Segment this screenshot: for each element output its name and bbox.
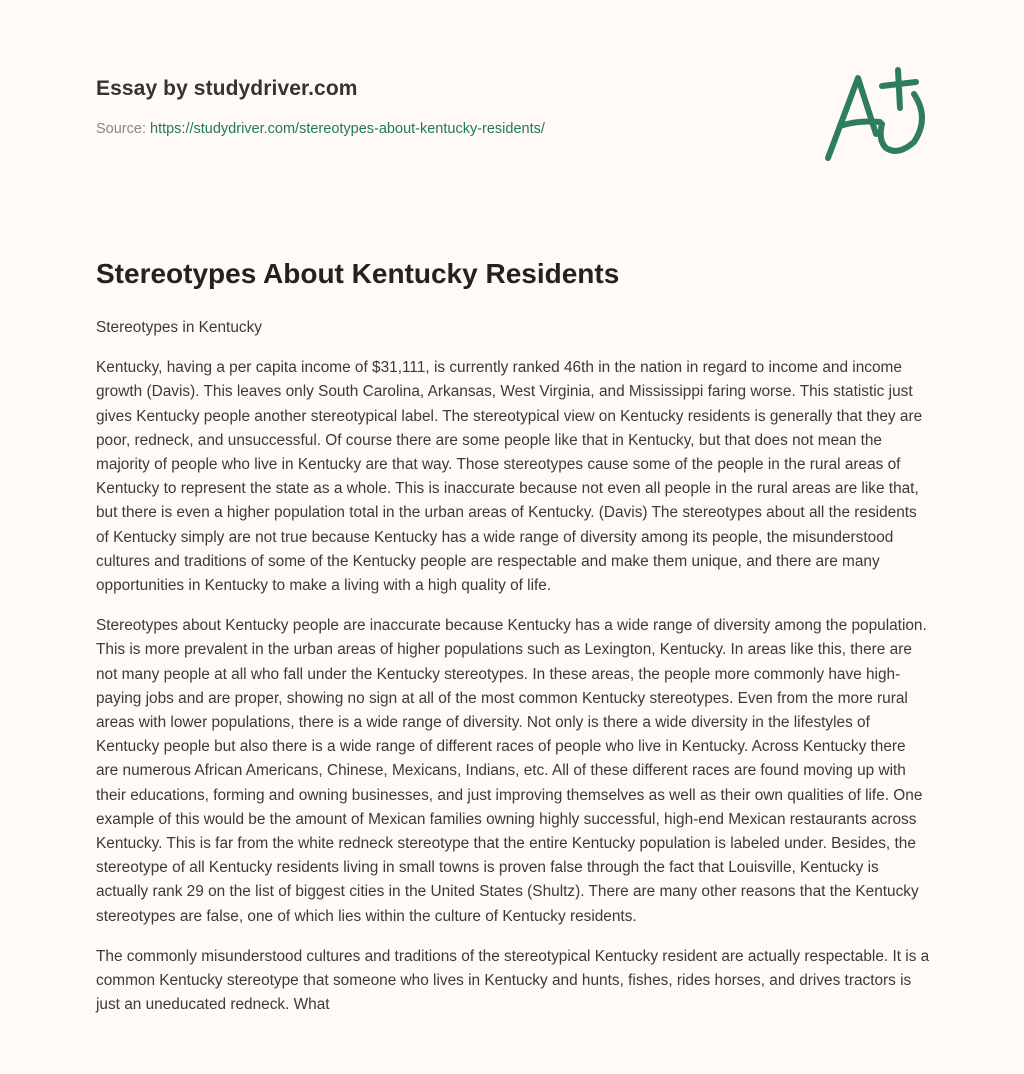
source-label: Source: [96, 121, 150, 137]
a-plus-grade-icon [818, 64, 934, 168]
site-brand: Essay by studydriver.com [96, 77, 358, 100]
essay-paragraph: The commonly misunderstood cultures and traditions of the stereotypical Kentucky resident are actually respectable. It is a common Kentucky stereotype that someone who lives in Kentucky and hunts, fishes, rides horses, and drives tractors is just an uneducated redneck. What [96, 947, 930, 1014]
essay-subtitle: Stereotypes in Kentucky [96, 319, 262, 336]
essay-paragraph: Stereotypes about Kentucky people are inaccurate because Kentucky has a wide range of diversity among the population. This is more prevalent in the urban areas of higher populations such as Lexington, Kentucky. In areas like this, there are not many people at all who fall under the Kentucky stereotypes. In these areas, the people more commonly have high-paying jobs and are proper, showing no sign at all of the most common Kentucky stereotypes. Even from the more rural areas with lower populations, there is a wide range of diversity. Not only is there a wide diversity in the lifestyles of Kentucky people but also there is a wide range of different races of people who live in Kentucky. Across Kentucky there are numerous African Americans, Chinese, Mexicans, Indians, etc. All of these different races are found moving up with their educations, forming and owning businesses, and just improving themselves as well as their own qualities of life. One example of this would be the amount of Mexican families owning highly successful, high-end Mexican restaurants across Kentucky. This is far from the white redneck stereotype that the entire Kentucky population is labeled under. Besides, the stereotype of all Kentucky residents living in small towns is proven false through the fact that Louisville, Kentucky is actually rank 29 on the list of biggest cities in the United States (Shultz). There are many other reasons that the Kentucky stereotypes are false, one of which lies within the culture of Kentucky residents. [96, 617, 927, 925]
source-line [96, 119, 656, 139]
essay-header [96, 74, 656, 139]
essay-paragraph: Kentucky, having a per capita income of $31,111, is currently ranked 46th in the nation in regard to income and income growth (Davis). This leaves only South Carolina, Arkansas, West Virginia, and Mississippi faring worse. This statistic just gives Kentucky people another stereotypical label. The stereotypical view on Kentucky residents is generally that they are poor, redneck, and unsuccessful. Of course there are some people like that in Kentucky, but that does not mean the majority of people who live in Kentucky are that way. Those stereotypes cause some of the people in the rural areas of Kentucky to represent the state as a whole. This is inaccurate because not even all people in the rural areas are like that, but there is even a higher population total in the urban areas of Kentucky. (Davis) The stereotypes about all the residents of Kentucky simply are not true because Kentucky has a wide range of diversity among its people, the misunderstood cultures and traditions of some of the Kentucky people are respectable and make them unique, and there are many opportunities in Kentucky to make a living with a high quality of life. [96, 359, 923, 595]
source-link[interactable]: https://studydriver.com/stereotypes-about-kentucky-residents/ [150, 121, 545, 137]
essay-title: Stereotypes About Kentucky Residents [96, 258, 620, 289]
essay-body [96, 316, 932, 1033]
